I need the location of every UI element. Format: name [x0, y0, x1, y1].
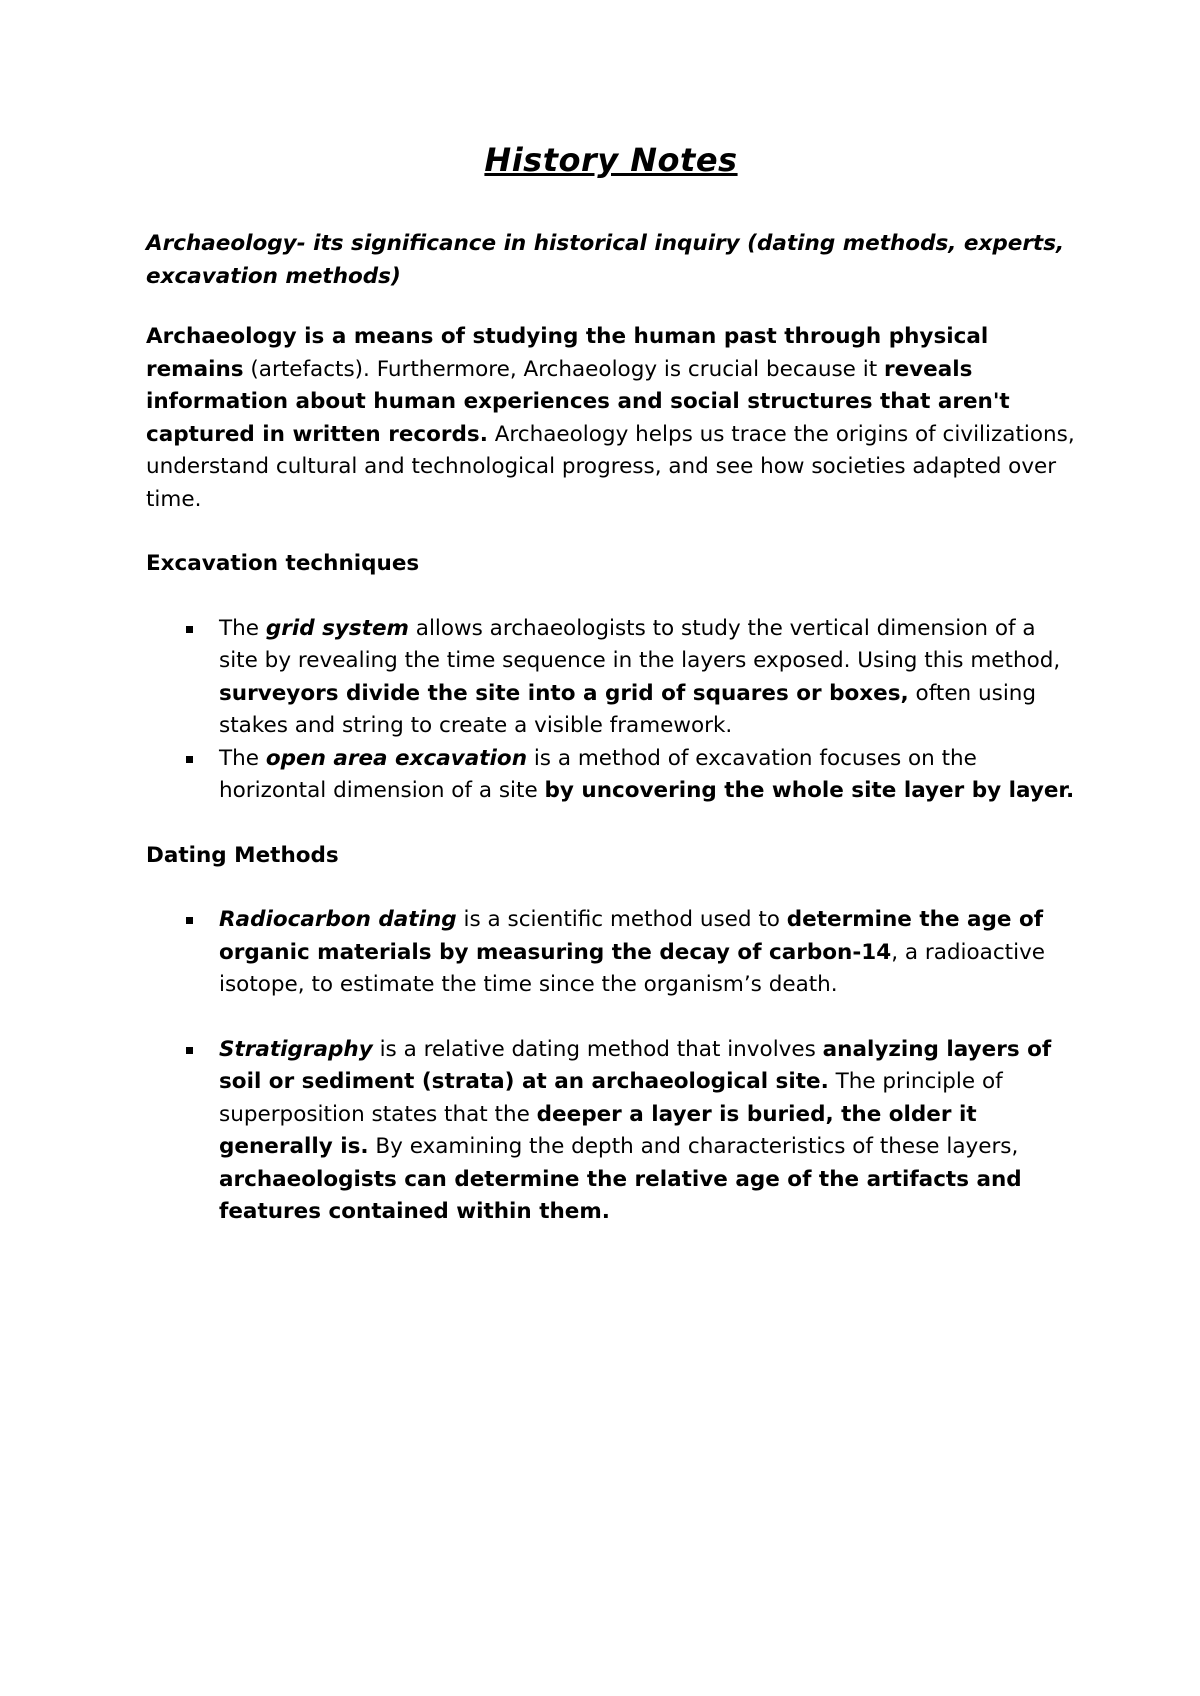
item-bold-text: deeper a layer is buried, the older it generally is. — [219, 1101, 977, 1159]
item-text: is a scientific method used to — [456, 907, 787, 932]
item-text: The principle of superposition states that the — [219, 1069, 1003, 1127]
item-bold-text: analyzing layers of soil or sediment (strata) at an archaeological site. — [219, 1036, 1052, 1094]
dating-heading: Dating Methods — [146, 842, 339, 868]
term-radiocarbon-dating: Radiocarbon dating — [219, 907, 457, 932]
item-bold-text: archaeologists can determine the relative age of the artifacts and features contained within them. — [219, 1166, 1022, 1224]
dating-list — [146, 904, 1076, 1229]
bullet-square-icon — [186, 626, 193, 633]
bullet-square-icon — [186, 1047, 193, 1054]
intro-text-continued: Archaeology helps us trace the origins of civilizations, understand cultural and technological progress, and see how societies adapted over time. — [146, 421, 1075, 512]
list-item-open-area — [146, 743, 1076, 808]
item-text: is a method of excavation focuses on the horizontal dimension of a site — [219, 745, 977, 803]
term-open-area-excavation: open area excavation — [265, 745, 527, 771]
term-stratigraphy: Stratigraphy — [219, 1036, 373, 1062]
item-text: allows archaeologists to study the vertical dimension of a site by revealing the time sequence in the layers exposed. Using this method, — [219, 615, 1061, 673]
intro-text: (artefacts). Furthermore, Archaeology is crucial because it — [243, 356, 884, 382]
item-text: is a relative dating method that involves — [372, 1036, 823, 1062]
bullet-square-icon — [186, 917, 193, 924]
document-title: History Notes — [484, 141, 738, 179]
list-item-radiocarbon — [146, 904, 1076, 1002]
bullet-square-icon — [186, 756, 193, 763]
intro-bold-key-point: reveals information about human experiences and social structures that aren't captured in written records. — [146, 356, 1010, 447]
document-body — [146, 140, 1076, 1261]
list-item-stratigraphy — [146, 1034, 1076, 1229]
excavation-list — [146, 613, 1076, 808]
item-text: often using stakes and string to create a visible framework. — [219, 680, 1037, 738]
item-bold-text: determine the age of organic materials by measuring the decay of carbon-14 — [219, 907, 1044, 965]
term-grid-system: grid system — [265, 615, 409, 641]
excavation-heading: Excavation techniques — [146, 551, 420, 576]
document-subtitle: Archaeology- its significance in historical inquiry (dating methods, experts, excavation methods) — [146, 231, 1065, 289]
item-text: , a radioactive isotope, to estimate the time since the organism’s death. — [219, 939, 1046, 997]
item-text: The — [219, 745, 266, 771]
item-bold-text: by uncovering the whole site layer by layer. — [544, 778, 1075, 803]
intro-paragraph — [146, 321, 1076, 516]
intro-bold-definition: Archaeology is a means of studying the human past through physical remains — [146, 324, 989, 382]
list-item-grid-system — [146, 613, 1076, 743]
item-bold-text: surveyors divide the site into a grid of squares or boxes, — [219, 680, 909, 706]
item-text: The — [219, 615, 266, 641]
item-text: By examining the depth and characteristics of these layers, — [368, 1134, 1019, 1159]
